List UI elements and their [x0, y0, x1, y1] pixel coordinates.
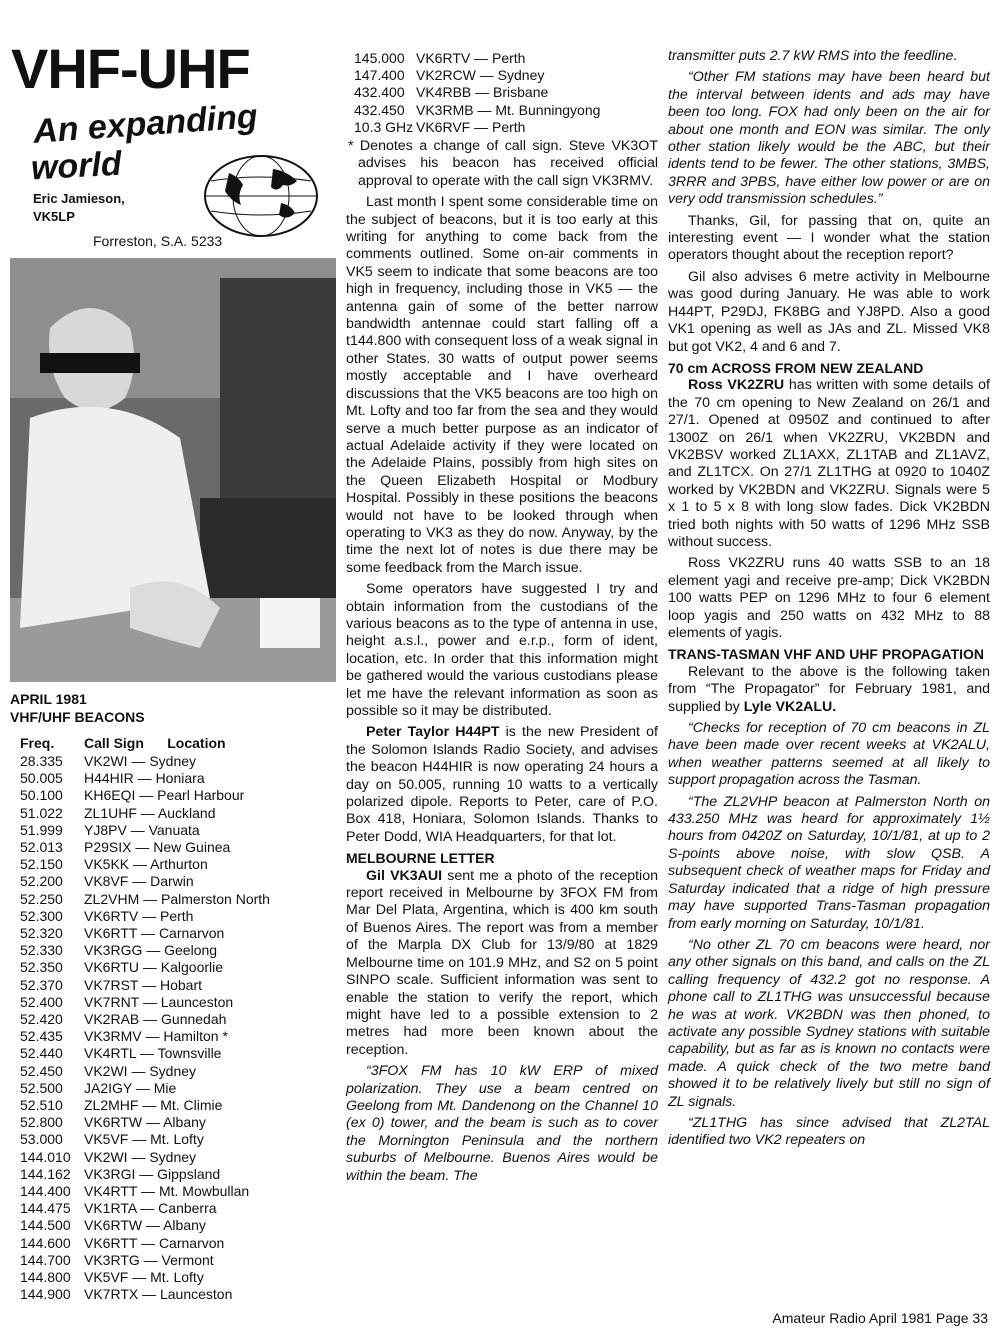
- beacon-freq: 144.500: [20, 1217, 71, 1234]
- beacon-row: [20, 994, 314, 1011]
- beacon-callsign-location: VK4RTT — Mt. Mowbullan: [84, 1183, 250, 1200]
- beacon-row-continued: [354, 119, 658, 136]
- beacon-freq: 144.400: [20, 1183, 71, 1200]
- author-location: Forreston, S.A. 5233: [93, 233, 223, 249]
- beacon-callsign-location: VK3RGI — Gippsland: [84, 1165, 221, 1182]
- beacon-table-header: [20, 734, 314, 753]
- beacon-row: [20, 1252, 314, 1269]
- column-3: [668, 0, 990, 1150]
- beacon-row-continued: [354, 84, 658, 101]
- beacon-freq: 52.500: [20, 1079, 63, 1096]
- masthead-subtitle-1: An expanding: [31, 97, 259, 151]
- beacon-row: [20, 1183, 314, 1200]
- heading-trans-tasman: TRANS-TASMAN VHF AND UHF PROPAGATION: [668, 646, 985, 663]
- beacon-row: [20, 1045, 314, 1062]
- beacon-freq: 51.999: [20, 821, 63, 838]
- beacons-date: APRIL 1981: [10, 691, 87, 707]
- beacon-freq: 432.400: [354, 84, 405, 101]
- beacon-freq: 52.510: [20, 1097, 63, 1114]
- beacon-callsign-location: VK6RTW — Albany: [84, 1217, 206, 1234]
- beacon-callsign-location: VK8VF — Darwin: [84, 873, 194, 890]
- beacon-callsign-location: VK6RVF — Perth: [416, 118, 526, 135]
- beacon-row: [20, 959, 314, 976]
- beacon-callsign-location: VK5VF — Mt. Lofty: [84, 1269, 204, 1286]
- author-name: Eric Jamieson,: [33, 191, 125, 206]
- beacon-callsign-location: VK2WI — Sydney: [84, 1062, 197, 1079]
- heading-melbourne-letter: MELBOURNE LETTER: [346, 850, 495, 867]
- beacon-row: [20, 1080, 314, 1097]
- beacon-row: [20, 1149, 314, 1166]
- lead-ross: Ross VK2ZRU: [688, 377, 785, 394]
- lead-lyle: Lyle VK2ALU.: [743, 698, 837, 715]
- beacon-callsign-location: JA2IGY — Mie: [84, 1079, 177, 1096]
- beacon-freq: 52.330: [20, 942, 63, 959]
- beacon-row: [20, 891, 314, 908]
- header-callsign: Call Sign: [84, 735, 144, 751]
- beacon-freq: 50.100: [20, 787, 63, 804]
- beacon-row: [20, 977, 314, 994]
- beacon-row: [20, 1235, 314, 1252]
- beacon-callsign-location: VK6RTU — Kalgoorlie: [84, 959, 224, 976]
- beacon-freq: 52.400: [20, 993, 63, 1010]
- beacon-row-continued: [354, 50, 658, 67]
- beacon-callsign-location: VK5KK — Arthurton: [84, 856, 208, 873]
- globe-icon: [201, 151, 321, 241]
- beacon-freq: 144.700: [20, 1251, 71, 1268]
- col2-paragraph-4: [346, 868, 658, 1059]
- beacon-freq: 145.000: [354, 50, 405, 66]
- beacon-list-continued: [354, 50, 658, 136]
- col3-paragraph-11: “ZL1THG has since advised that ZL2TAL identified two VK2 repeaters on: [668, 1114, 990, 1149]
- beacon-row: [20, 942, 314, 959]
- beacon-freq: 52.013: [20, 839, 63, 856]
- header-freq: Freq.: [20, 735, 55, 751]
- beacon-freq: 10.3 GHz: [354, 118, 414, 135]
- beacon-callsign-location: VK3RTG — Vermont: [84, 1251, 214, 1268]
- beacon-freq: 144.600: [20, 1234, 71, 1251]
- beacon-row: [20, 1063, 314, 1080]
- beacon-row: [20, 1166, 314, 1183]
- beacons-heading: [10, 690, 145, 726]
- beacon-row: [20, 1011, 314, 1028]
- beacon-freq: 50.005: [20, 770, 63, 787]
- beacon-row-continued: [354, 102, 658, 119]
- header-callsign-location: [84, 734, 314, 753]
- beacon-callsign-location: VK6RTV — Perth: [416, 50, 526, 66]
- page-footer: Amateur Radio April 1981 Page 33: [772, 1310, 988, 1326]
- col3-paragraph-2: “Other FM stations may have been heard but the interval between idents and ads may have been too long. FOX had only been on the air for about one month and EON was similar. The only other station likely would be the ABC, but their idents tend to be fewer. The other stations, 3MBS, 3RRR and 3PBS, have either low power or are on very odd transmission schedules.”: [668, 69, 990, 208]
- beacon-row: [20, 839, 314, 856]
- beacon-freq: 52.350: [20, 959, 63, 976]
- callsign-change-note: * Denotes a change of call sign. Steve VK3OT advises his beacon has received official approval to operate with the call sign VK3RMV.: [348, 138, 658, 189]
- beacon-row: [20, 856, 314, 873]
- beacon-freq: 144.475: [20, 1200, 71, 1217]
- beacon-callsign-location: VK6RTW — Albany: [84, 1114, 206, 1131]
- beacon-freq: 52.435: [20, 1028, 63, 1045]
- beacon-callsign-location: VK3RGG — Geelong: [84, 942, 218, 959]
- beacons-title: VHF/UHF BEACONS: [10, 709, 145, 725]
- beacon-callsign-location: VK6RTT — Carnarvon: [84, 925, 225, 942]
- beacon-callsign-location: VK7RTX — Launceston: [84, 1286, 233, 1303]
- beacon-row: [20, 1269, 314, 1286]
- beacon-callsign-location: ZL1UHF — Auckland: [84, 804, 216, 821]
- beacon-row: [20, 805, 314, 822]
- beacon-callsign-location: VK4RTL — Townsville: [84, 1045, 222, 1062]
- beacon-freq: 52.320: [20, 925, 63, 942]
- beacon-row: [20, 770, 314, 787]
- beacon-freq: 432.450: [354, 101, 405, 118]
- beacon-callsign-location: ZL2MHF — Mt. Climie: [84, 1097, 223, 1114]
- beacon-row: [20, 753, 314, 770]
- beacon-callsign-location: H44HIR — Honiara: [84, 770, 205, 787]
- beacon-row: [20, 1114, 314, 1131]
- col2-paragraph-3-text: is the new President of the Solomon Islands Radio Society, and advises the beacon H44HIR is now operating 24 hours a day on 50.005, running 10 watts to a vertically polarized dipole. Reports to Peter, care of P.O. Box 418, Honiara, Solomon Islands. Thanks to Peter Dodd, WIA Headquarters, for that lot.: [346, 724, 658, 845]
- author-photo: [10, 258, 336, 682]
- col3-paragraph-5-text: has written with some details of the 70 cm opening to New Zealand on 26/1 and 27/1. Opened at 0950Z and continued to after 1300Z on 26/1 when VK2ZRU, VK2BDN and VK2BSV worked ZL1AXX, ZL1TAB and ZL1AVZ, and ZL1TCX. On 27/1 ZL1THG at 0920 to 1040Z worked by VK2BDN and VK2ZRU. Signals were 5 x 1 to 5 x 8 with long slow fades. Dick VK2BDN tried both nights with 50 watts of 1296 MHz SSB without success.: [668, 377, 990, 550]
- beacon-callsign-location: VK6RTV — Perth: [84, 907, 194, 924]
- beacon-freq: 144.800: [20, 1269, 71, 1286]
- col3-paragraph-1: transmitter puts 2.7 kW RMS into the feedline.: [668, 48, 958, 64]
- beacon-callsign-location: P29SIX — New Guinea: [84, 839, 231, 856]
- col2-paragraph-1: Last month I spent some considerable time on the subject of beacons, but it is too early at this writing for anything to come back from the comments outlined. Some on-air comments in VK5 seem to indicate that some beacons are too high in frequency, including those in VK5 — the antenna gain of some of the better narrow bandwidth antennae could start falling off a t144.800 with consequent loss of a weak signal in other States. 30 watts of output power seems mostly acceptable and I have overheard discussions that the VK5 beacons are too high on Mt. Lofty and too far from the sea and they would serve a much better purpose as an indicator of actual Adelaide activity if they were located on the Adelaide Plains, possibly from high sites on the Queen Elizabeth Hospital or Modbury Hospital. Possibly in these positions the beacons would not have to be looked through when operating to VK3 as they do now. Anyway, by the time the next lot of notes is due there may be some feedback from the March issue.: [346, 194, 658, 576]
- masthead-title: VHF-UHF: [11, 37, 250, 100]
- col3-paragraph-5: [668, 377, 990, 551]
- beacon-freq: 52.420: [20, 1011, 63, 1028]
- beacon-freq: 28.335: [20, 753, 63, 769]
- beacon-freq: 147.400: [354, 67, 405, 84]
- beacon-freq: 52.200: [20, 873, 63, 890]
- beacon-callsign-location: KH6EQI — Pearl Harbour: [84, 787, 245, 804]
- col3-paragraph-6: Ross VK2ZRU runs 40 watts SSB to an 18 element yagi and receive pre-amp; Dick VK2BDN 100 watts PEP on 1296 MHz to four 6 element loop yagis and 250 watts on 432 MHz to 88 elements of yagis.: [668, 555, 990, 641]
- beacon-freq: 52.440: [20, 1045, 63, 1062]
- col2-paragraph-2: Some operators have suggested I try and obtain information from the custodians of the various beacons as to the type of antenna in use, height a.s.l., power and e.r.p., form of ident, location, etc. In order that this information might be gathered would the various custodians please let me have the relevant information as soon as possible so it may be distributed.: [346, 581, 658, 720]
- beacon-row-continued: [354, 67, 658, 84]
- beacon-freq: 51.022: [20, 804, 63, 821]
- beacon-freq: 52.150: [20, 856, 63, 873]
- header-location: Location: [167, 735, 226, 751]
- beacon-row: [20, 1028, 314, 1045]
- col3-paragraph-9: “The ZL2VHP beacon at Palmerston North on 433.250 MHz was heard for approximately 1½ hours from 0420Z on Saturday, 10/1/81, at up to 2 S-points above noise, with slow QSB. A subsequent check of weather maps for Friday and Saturday indicated that a ridge of high pressure may have supported Trans-Tasman propagation from early morning on Saturday, 10/1/81.: [668, 793, 990, 932]
- col3-paragraph-7-text: Relevant to the above is the following taken from “The Propagator” for February 1981, and supplied by: [668, 663, 990, 715]
- lead-gil: Gil VK3AUI: [366, 867, 443, 884]
- col3-paragraph-10: “No other ZL 70 cm beacons were heard, nor any other signals on this band, and calls on the ZL calling frequency of 432.2 got no response. A phone call to ZL1THG was unsuccessful because he was at work. VK2BDN was then phoned, to activate any possible Sydney stations with suitable capability, but as far as is known no contacts were made. A quick check of the two metre band showed it to be relatively lively but still no sign of ZL signals.: [668, 936, 990, 1110]
- beacon-freq: 52.800: [20, 1114, 63, 1131]
- col3-paragraph-7: [668, 664, 990, 716]
- beacon-freq: 52.250: [20, 890, 63, 907]
- beacon-row: [20, 925, 314, 942]
- beacon-row: [20, 1200, 314, 1217]
- beacon-freq: 52.450: [20, 1062, 63, 1079]
- beacon-freq: 53.000: [20, 1131, 63, 1148]
- beacon-freq: 144.900: [20, 1286, 71, 1303]
- beacon-row: [20, 873, 314, 890]
- column-1: [10, 0, 336, 1303]
- lead-peter-taylor: Peter Taylor H44PT: [366, 724, 500, 741]
- heading-70cm: 70 cm ACROSS FROM NEW ZEALAND: [668, 359, 924, 376]
- beacon-row: [20, 908, 314, 925]
- col2-paragraph-3: [346, 724, 658, 846]
- col3-paragraph-4: Gil also advises 6 metre activity in Melbourne was good during January. He was able to work H44PT, P29DJ, FK8BG and YJ8PD. Also a good VK1 opening as well as JAs and ZL. Missed VK8 but got VK2, 4 and 6 and 7.: [668, 268, 990, 355]
- beacon-row: [20, 1131, 314, 1148]
- beacon-callsign-location: ZL2VHM — Palmerston North: [84, 890, 270, 907]
- beacon-callsign-location: VK6RTT — Carnarvon: [84, 1234, 225, 1251]
- beacon-table: [20, 734, 314, 1304]
- beacon-callsign-location: VK4RBB — Brisbane: [416, 84, 549, 101]
- author-callsign: VK5LP: [33, 209, 75, 224]
- col2-paragraph-5: “3FOX FM has 10 kW ERP of mixed polarization. They use a beam centred on Geelong from Mt. Dandenong on the Channel 10 (ex 0) tower, and the beam is such as to cover the Mornington Peninsula and the northern suburbs of Melbourne. Buenos Aires would be within the beam. The: [346, 1063, 658, 1184]
- col2-paragraph-4-text: sent me a photo of the reception report received in Melbourne by 3FOX FM from Mar Del Plata, Argentina, which is 400 km south of Buenos Aires. The report was from a member of the Marpla DX Club for 13/9/80 at 1829 Melbourne time on 101.9 MHz, and S2 on 5 point SINPO scale. Sufficient information was sent to enable the station to verify the report, which might have led to a possible extension to 2 metres had more been known about the reception.: [346, 867, 658, 1058]
- column-2: [346, 0, 658, 1185]
- beacon-callsign-location: VK3RMV — Hamilton *: [84, 1028, 228, 1045]
- col3-paragraph-8: “Checks for reception of 70 cm beacons in ZL have been made over recent weeks at VK2ALU, when weather patterns seemed at all likely to support propagation across the Tasman.: [668, 720, 990, 789]
- beacon-callsign-location: VK2WI — Sydney: [84, 753, 197, 769]
- masthead: [10, 0, 336, 249]
- beacon-row: [20, 1097, 314, 1114]
- beacon-row: [20, 1286, 314, 1303]
- masthead-subtitle-2: world: [30, 144, 123, 188]
- beacon-freq: 52.370: [20, 976, 63, 993]
- beacon-callsign-location: VK2RAB — Gunnedah: [84, 1011, 227, 1028]
- beacon-row: [20, 822, 314, 839]
- beacon-callsign-location: VK7RNT — Launceston: [84, 993, 234, 1010]
- beacon-callsign-location: VK1RTA — Canberra: [84, 1200, 217, 1217]
- beacon-freq: 144.162: [20, 1165, 71, 1182]
- beacon-row: [20, 1217, 314, 1234]
- beacon-callsign-location: YJ8PV — Vanuata: [84, 821, 200, 838]
- beacon-row: [20, 787, 314, 804]
- beacon-callsign-location: VK2RCW — Sydney: [416, 67, 545, 84]
- beacon-callsign-location: VK7RST — Hobart: [84, 976, 203, 993]
- beacon-callsign-location: VK2WI — Sydney: [84, 1148, 197, 1165]
- beacon-freq: 52.300: [20, 907, 63, 924]
- beacon-callsign-location: VK5VF — Mt. Lofty: [84, 1131, 204, 1148]
- beacon-callsign-location: VK3RMB — Mt. Bunningyong: [416, 101, 601, 118]
- col3-paragraph-3: Thanks, Gil, for passing that on, quite an interesting event — I wonder what the station operators thought about the reception report?: [668, 212, 990, 264]
- beacon-freq: 144.010: [20, 1148, 71, 1165]
